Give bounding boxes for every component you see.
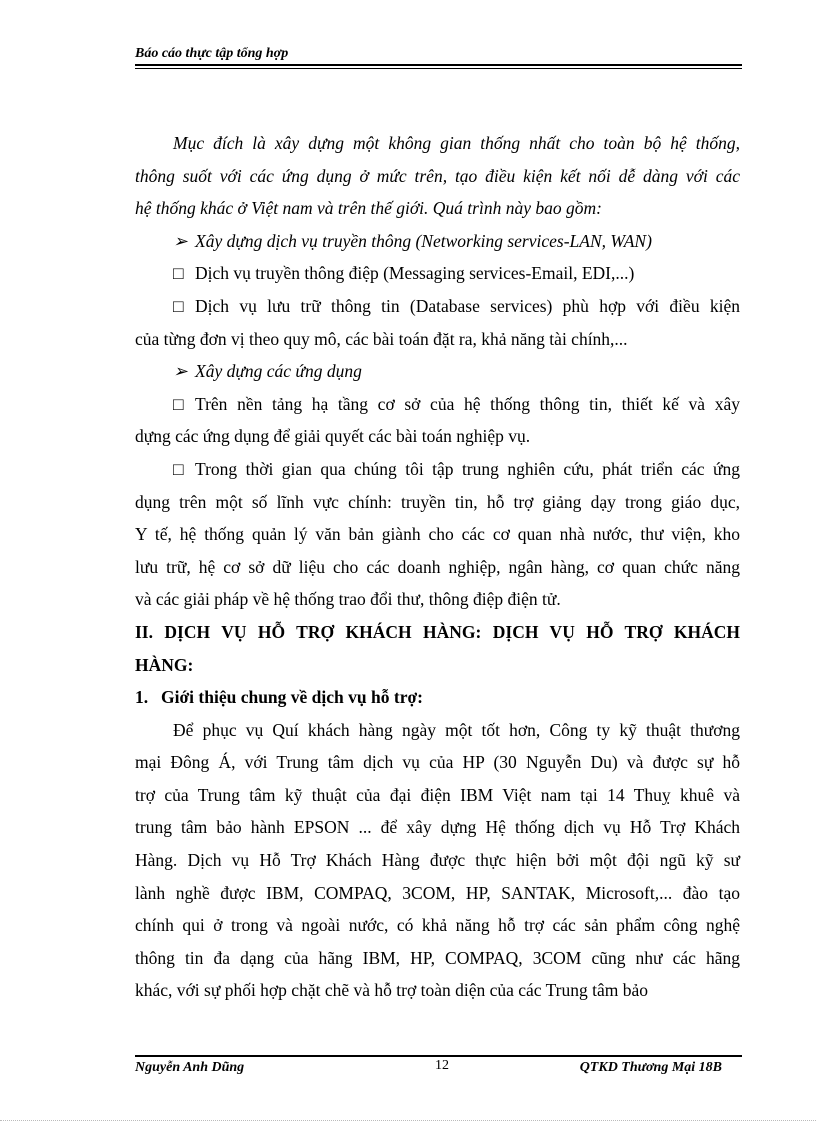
item-research: [135, 453, 740, 486]
page-edge-divider: [0, 1120, 816, 1121]
text-line: và các giải pháp về hệ thống trao đổi thư, thông điệp điện tử.: [135, 589, 561, 610]
section-heading-cont: HÀNG:: [135, 654, 194, 675]
item-text: Dịch vụ lưu trữ thông tin (Database services) phù hợp với điều kiện: [195, 295, 740, 316]
page-content: [135, 127, 740, 1007]
sub-heading: [135, 681, 740, 714]
bullet-networking: [135, 225, 740, 258]
text-line: Hàng. Dịch vụ Hỗ Trợ Khách Hàng được thực hiện bởi một đội ngũ kỹ sư: [135, 850, 740, 871]
text-line: mại Đông Á, với Trung tâm dịch vụ của HP (30 Nguyễn Du) và được sự hỗ: [135, 752, 740, 773]
text-line: trợ của Trung tâm kỹ thuật của đại điện IBM Việt nam tại 14 Thuỵ khuê và: [135, 784, 740, 805]
item-text: Trên nền tảng hạ tầng cơ sở của hệ thống thông tin, thiết kế và xây: [195, 393, 740, 414]
header-rule-thin: [135, 68, 742, 69]
bullet-text: Xây dựng các ứng dụng: [195, 361, 362, 382]
text-line: của từng đơn vị theo quy mô, các bài toán đặt ra, khả năng tài chính,...: [135, 328, 628, 349]
text-line: lưu trữ, hệ cơ sở dữ liệu cho các doanh nghiệp, ngân hàng, cơ quan chức năng: [135, 556, 740, 577]
item-text: Trong thời gian qua chúng tôi tập trung nghiên cứu, phát triển các ứng: [195, 458, 740, 479]
text-line: lành nghề được IBM, COMPAQ, 3COM, HP, SANTAK, Microsoft,... đào tạo: [135, 882, 740, 903]
arrow-bullet-icon: ➢: [173, 230, 188, 251]
box-bullet-icon: □: [173, 458, 184, 479]
page-number: 12: [435, 1058, 449, 1073]
item-platform: [135, 388, 740, 421]
text-line: Để phục vụ Quí khách hàng ngày một tốt hơn, Công ty kỹ thuật thương: [173, 719, 740, 740]
header-title: Báo cáo thực tập tổng hợp: [135, 46, 289, 61]
text-line: khác, với sự phối hợp chặt chẽ và hỗ trợ toàn diện của các Trung tâm bảo: [135, 980, 649, 1001]
text-line: thông tin đa dạng của hãng IBM, HP, COMPAQ, 3COM cũng như các hãng: [135, 947, 740, 968]
item-messaging: [135, 257, 740, 290]
footer-author: Nguyễn Anh Dũng: [135, 1060, 245, 1075]
text-line: trung tâm bảo hành EPSON ... để xây dựng Hệ thống dịch vụ Hỗ Trợ Khách: [135, 817, 740, 838]
text-line: thông suốt với các ứng dụng ở mức trên, tạo điều kiện kết nối dễ dàng với các: [135, 165, 740, 186]
text-line: hệ thống khác ở Việt nam và trên thế giới. Quá trình này bao gồm:: [135, 198, 602, 219]
bullet-text: Xây dựng dịch vụ truyền thông (Networking services-LAN, WAN): [195, 230, 652, 251]
page-header: [135, 45, 742, 63]
item-text: Dịch vụ truyền thông điệp (Messaging services-Email, EDI,...): [195, 263, 635, 284]
page-footer: [135, 1055, 742, 1085]
box-bullet-icon: □: [173, 295, 184, 316]
text-line: Y tế, hệ thống quản lý văn bản giành cho các cơ quan nhà nước, thư viện, kho: [135, 524, 740, 545]
text-line: dựng các ứng dụng để giải quyết các bài toán nghiệp vụ.: [135, 426, 531, 447]
sub-heading-number: 1.: [135, 687, 149, 708]
text-line: Mục đích là xây dựng một không gian thống nhất cho toàn bộ hệ thống,: [173, 133, 740, 153]
item-database: [135, 290, 740, 323]
footer-class: QTKD Thương Mại 18B: [579, 1060, 722, 1075]
footer-rule: [135, 1055, 742, 1057]
text-line: dụng trên một số lĩnh vực chính: truyền tin, hỗ trợ giảng dạy trong giáo dục,: [135, 491, 740, 512]
arrow-bullet-icon: ➢: [173, 361, 188, 382]
section-heading: II. DỊCH VỤ HỖ TRỢ KHÁCH HÀNG: DỊCH VỤ HỖ TRỢ KHÁCH: [135, 621, 740, 642]
header-rule-thick: [135, 64, 742, 66]
sub-heading-text: Giới thiệu chung về dịch vụ hỗ trợ:: [161, 687, 423, 708]
text-line: chính qui ở trong và ngoài nước, có khả năng hỗ trợ các sản phẩm công nghệ: [135, 915, 740, 936]
box-bullet-icon: □: [173, 393, 184, 414]
box-bullet-icon: □: [173, 263, 184, 284]
bullet-applications: [135, 355, 740, 388]
